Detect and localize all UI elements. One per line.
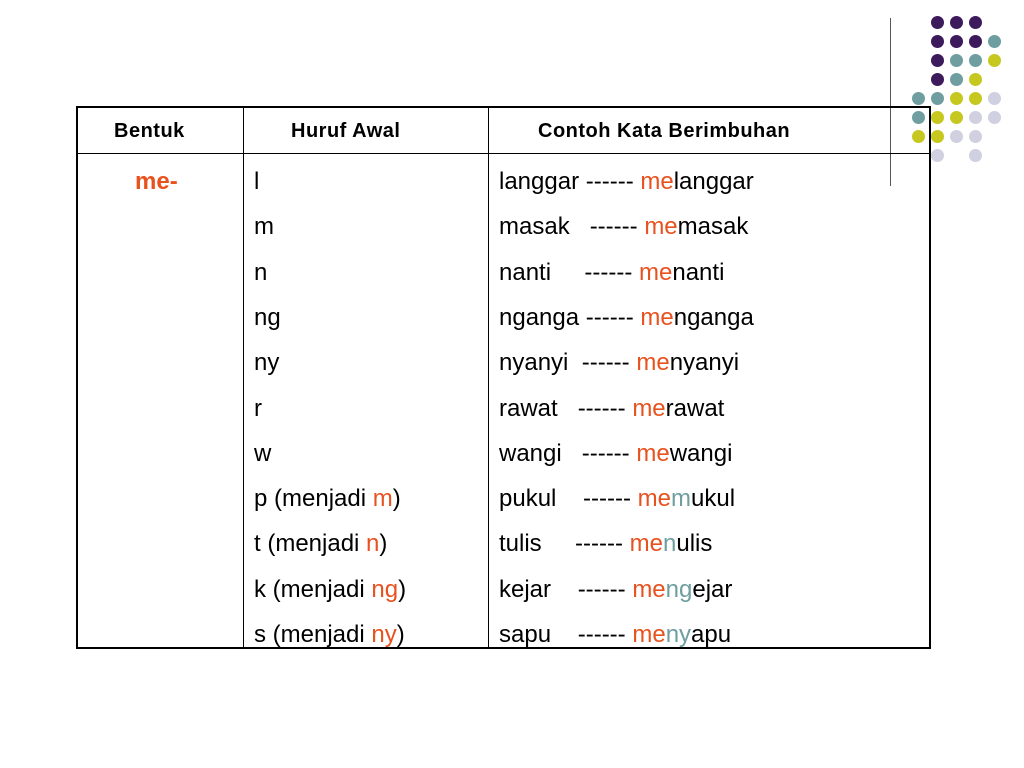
decorative-dot [950, 73, 963, 86]
header-huruf-awal: Huruf Awal [291, 120, 401, 142]
decorative-dot [931, 35, 944, 48]
header-contoh-kata: Contoh Kata Berimbuhan [538, 120, 791, 142]
contoh-kata-cell: masak ------ memasak [499, 213, 749, 240]
decorative-dot [931, 54, 944, 67]
decorative-dot [988, 92, 1001, 105]
decorative-dot [931, 130, 944, 143]
prefix-highlight: me [640, 168, 674, 195]
decorative-dot [969, 111, 982, 124]
decorative-dot [950, 111, 963, 124]
sound-change-highlight: n [662, 530, 677, 557]
huruf-awal-cell: k (menjadi ng) [254, 576, 407, 603]
decorative-dot [912, 92, 925, 105]
decorative-dot [969, 16, 982, 29]
prefix-highlight: me [639, 259, 673, 286]
decorative-dot [931, 73, 944, 86]
contoh-kata-cell: kejar ------ mengejar [499, 576, 733, 603]
huruf-awal-cell: w [254, 440, 272, 467]
huruf-awal-cell: r [254, 395, 262, 422]
huruf-awal-cell: l [254, 168, 260, 195]
huruf-change-highlight: m [372, 485, 393, 512]
prefix-highlight: me [636, 349, 670, 376]
prefix-highlight: me [636, 440, 670, 467]
column-divider-2 [488, 108, 489, 647]
table-header-row [78, 108, 929, 154]
prefix-highlight: me [632, 576, 666, 603]
huruf-awal-cell: ny [254, 349, 280, 376]
decorative-dot [969, 130, 982, 143]
sound-change-highlight: ny [665, 621, 692, 648]
decorative-dot [950, 16, 963, 29]
header-bentuk: Bentuk [114, 120, 185, 142]
contoh-kata-cell: wangi ------ mewangi [499, 440, 733, 467]
contoh-kata-cell: nyanyi ------ menyanyi [499, 349, 740, 376]
huruf-awal-cell: m [254, 213, 274, 240]
column-divider-1 [243, 108, 244, 647]
decorative-dot [969, 149, 982, 162]
decorative-dot [950, 35, 963, 48]
huruf-change-highlight: ng [371, 576, 399, 603]
decorative-dot [950, 54, 963, 67]
decorative-dot [969, 54, 982, 67]
huruf-awal-cell: s (menjadi ny) [254, 621, 405, 648]
huruf-change-highlight: ny [371, 621, 397, 648]
huruf-awal-cell: p (menjadi m) [254, 485, 401, 512]
decorative-dot [950, 92, 963, 105]
decorative-dot [950, 130, 963, 143]
prefix-highlight: me [632, 621, 666, 648]
huruf-awal-cell: t (menjadi n) [254, 530, 388, 557]
prefix-highlight: me [637, 485, 672, 512]
contoh-kata-cell: pukul ------ memukul [499, 485, 736, 512]
decorative-dot [988, 111, 1001, 124]
huruf-awal-cell: n [254, 259, 268, 286]
contoh-kata-cell: langgar ------ melanggar [499, 168, 754, 195]
decorative-dot [931, 16, 944, 29]
contoh-kata-cell: nanti ------ menanti [499, 259, 725, 286]
huruf-awal-cell: ng [254, 304, 281, 331]
contoh-kata-cell: nganga ------ menganga [499, 304, 754, 331]
sound-change-highlight: ng [665, 576, 693, 603]
prefix-highlight: me [629, 530, 663, 557]
decorative-dot [931, 149, 944, 162]
imbuhan-table [76, 106, 931, 649]
contoh-kata-cell: tulis ------ menulis [499, 530, 713, 557]
decorative-dot [988, 35, 1001, 48]
huruf-change-highlight: n [366, 530, 380, 557]
prefix-highlight: me [632, 395, 666, 422]
contoh-kata-cell: rawat ------ merawat [499, 395, 725, 422]
contoh-kata-cell: sapu ------ menyapu [499, 621, 732, 648]
decorative-dot [988, 54, 1001, 67]
decorative-dot [969, 92, 982, 105]
decorative-dot [969, 73, 982, 86]
sound-change-highlight: m [671, 485, 692, 512]
decorative-dot [931, 92, 944, 105]
decorative-dot [931, 111, 944, 124]
prefix-highlight: me [640, 304, 674, 331]
bentuk-value: me- [135, 168, 178, 195]
prefix-highlight: me [644, 213, 678, 240]
decorative-dot [969, 35, 982, 48]
